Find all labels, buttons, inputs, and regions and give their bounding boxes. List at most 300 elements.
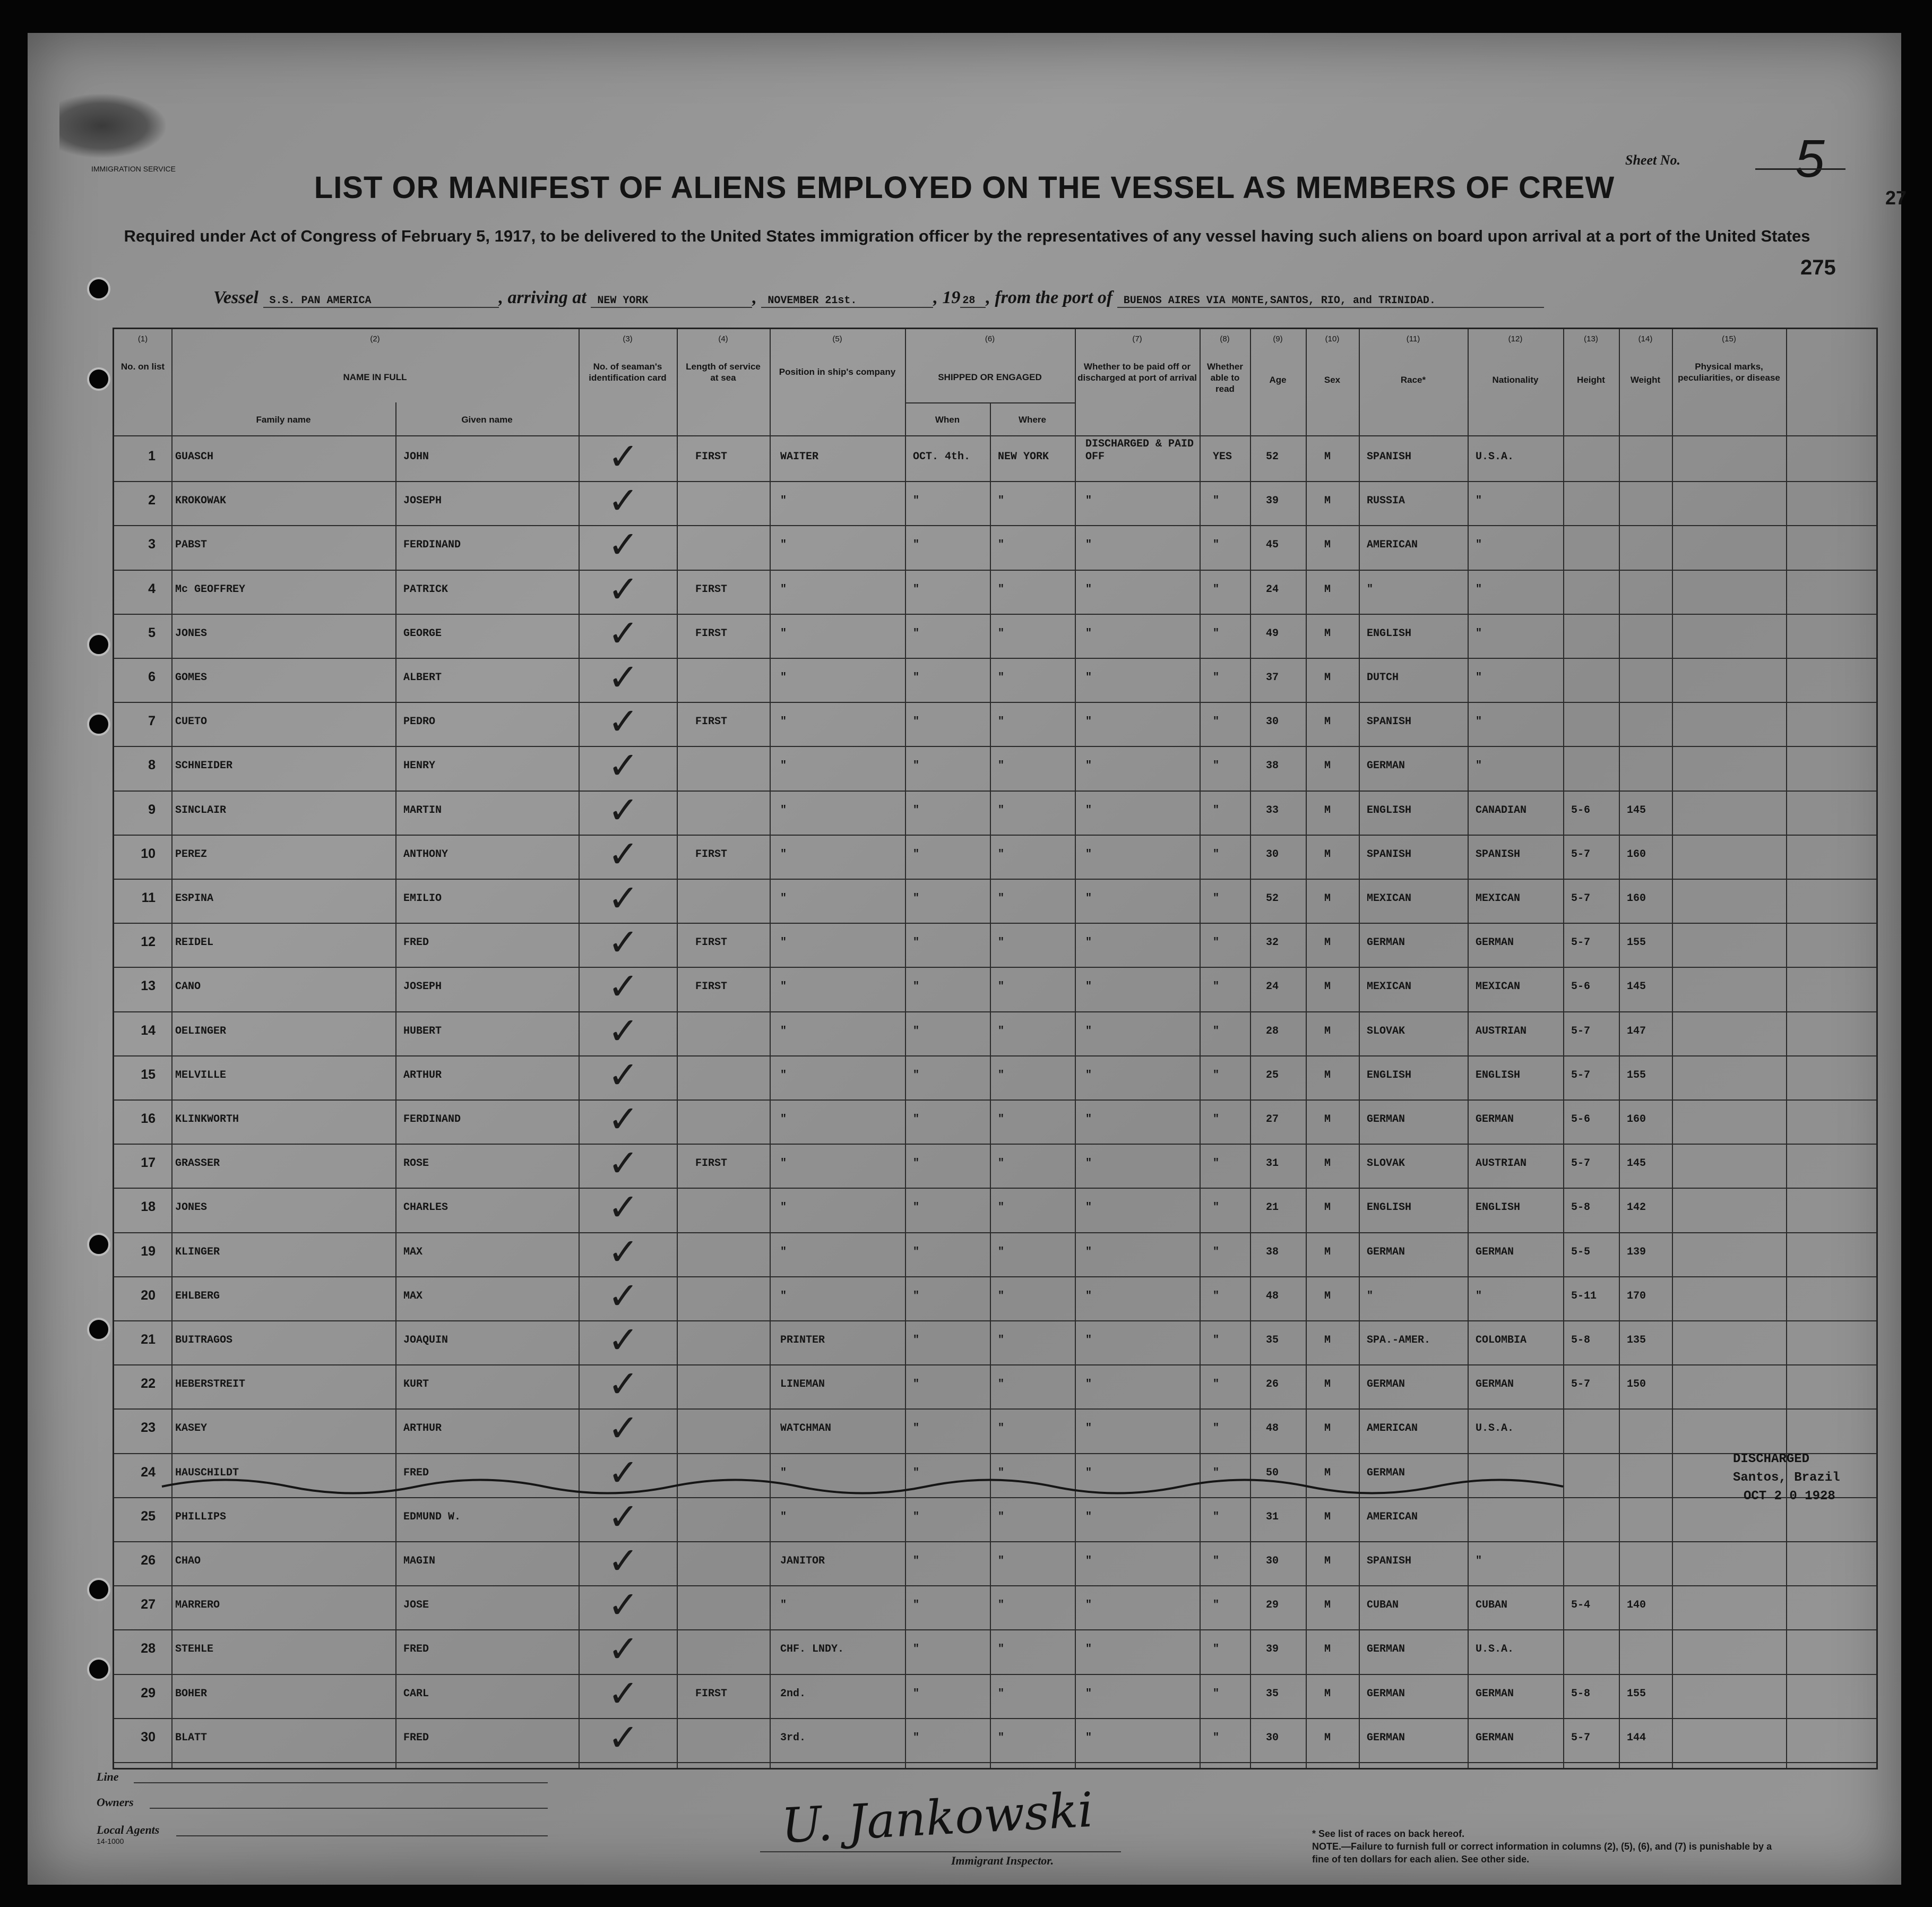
cell-position: WAITER: [780, 451, 819, 463]
cell-age: 52: [1266, 451, 1279, 463]
cell-position: ": [780, 539, 787, 552]
cell-height: 5-8: [1571, 1334, 1591, 1346]
row-divider: [114, 967, 1876, 968]
cell-nat: AUSTRIAN: [1476, 1025, 1527, 1037]
cell-sex: M: [1324, 1334, 1331, 1346]
cell-position: ": [780, 627, 787, 640]
cell-family: HAUSCHILDT: [175, 1466, 239, 1479]
cell-read: ": [1213, 1599, 1220, 1612]
row-divider: [114, 1453, 1876, 1454]
cell-age: 29: [1266, 1599, 1279, 1612]
cell-when: ": [913, 1687, 920, 1700]
cell-when: ": [913, 981, 920, 993]
cell-paid: ": [1085, 1334, 1092, 1346]
note-races: * See list of races on back hereof.: [1312, 1828, 1465, 1839]
cell-nat: CANADIAN: [1476, 804, 1527, 817]
cell-where: ": [998, 1157, 1005, 1170]
col-num: (9): [1273, 334, 1283, 343]
cell-read: ": [1213, 1378, 1220, 1391]
cell-n: 1: [148, 449, 156, 463]
check-mark-icon: ✓: [608, 611, 639, 655]
arriving-label: , arriving at: [498, 288, 586, 307]
cell-position: ": [780, 1510, 787, 1523]
cell-given: HUBERT: [403, 1025, 442, 1037]
col-num: (8): [1220, 334, 1230, 343]
cell-position: ": [780, 716, 787, 728]
cell-age: 30: [1266, 848, 1279, 861]
cell-race: AMERICAN: [1367, 539, 1418, 552]
cell-read: ": [1213, 1466, 1220, 1479]
cell-given: PEDRO: [403, 716, 436, 728]
cell-family: PEREZ: [175, 848, 208, 861]
check-mark-icon: ✓: [608, 1539, 639, 1583]
punch-hole: [87, 1578, 110, 1601]
cell-weight: 155: [1627, 1069, 1646, 1081]
cell-read: ": [1213, 1334, 1220, 1346]
cell-service: FIRST: [695, 451, 728, 463]
cell-sex: M: [1324, 1643, 1331, 1656]
cell-when: ": [913, 1510, 920, 1523]
cell-family: MELVILLE: [175, 1069, 227, 1081]
cell-paid: ": [1085, 1245, 1092, 1258]
from-port: BUENOS AIRES VIA MONTE,SANTOS, RIO, and TRINIDAD.: [1117, 295, 1544, 308]
cell-height: 5-6: [1571, 981, 1591, 993]
check-mark-icon: ✓: [608, 523, 639, 567]
footer-line-rule: [134, 1782, 548, 1783]
cell-given: JOSE: [403, 1599, 429, 1612]
cell-sex: M: [1324, 804, 1331, 817]
row-divider: [114, 923, 1876, 924]
cell-n: 21: [141, 1332, 156, 1347]
punch-hole: [87, 1657, 110, 1681]
cell-race: GERMAN: [1367, 1687, 1405, 1700]
cell-family: KLINKWORTH: [175, 1113, 239, 1126]
cell-age: 26: [1266, 1378, 1279, 1391]
crew-table: [113, 328, 1878, 1769]
cell-read: ": [1213, 583, 1220, 596]
check-mark-icon: ✓: [608, 435, 639, 478]
cell-sex: M: [1324, 981, 1331, 993]
cell-read: ": [1213, 937, 1220, 949]
cell-paid: ": [1085, 760, 1092, 772]
cell-nat: ": [1476, 672, 1482, 684]
punch-hole: [87, 367, 110, 391]
cell-family: GRASSER: [175, 1157, 220, 1170]
cell-read: ": [1213, 804, 1220, 817]
cell-nat: U.S.A.: [1476, 1643, 1514, 1656]
cell-n: 17: [141, 1155, 156, 1171]
cell-paid: ": [1085, 1069, 1092, 1081]
row-divider: [114, 1408, 1876, 1410]
column-divider: [990, 402, 991, 1768]
cell-paid: ": [1085, 1555, 1092, 1567]
cell-where: ": [998, 495, 1005, 508]
cell-paid: ": [1085, 848, 1092, 861]
col-num: (14): [1638, 334, 1653, 343]
cell-family: Mc GEOFFREY: [175, 583, 246, 596]
cell-n: 30: [141, 1729, 156, 1745]
cell-sex: M: [1324, 760, 1331, 772]
cell-n: 7: [148, 714, 156, 729]
header-when: When: [935, 415, 960, 425]
header-given-name: Given name: [461, 415, 513, 425]
cell-where: ": [998, 1731, 1005, 1744]
cell-given: EDMUND W.: [403, 1510, 461, 1523]
cell-read: ": [1213, 848, 1220, 861]
footer-line-label: Line: [97, 1770, 119, 1783]
row-divider: [114, 1099, 1876, 1101]
footer-owners-rule: [150, 1808, 548, 1809]
row-divider: [114, 481, 1876, 482]
cell-race: SPA.-AMER.: [1367, 1334, 1431, 1346]
column-divider: [1200, 329, 1201, 1768]
cell-given: FERDINAND: [403, 1113, 461, 1126]
cell-given: CHARLES: [403, 1201, 448, 1214]
cell-paid: ": [1085, 1113, 1092, 1126]
check-mark-icon: ✓: [608, 744, 639, 788]
row-divider: [114, 791, 1876, 792]
cell-position: WATCHMAN: [780, 1422, 832, 1435]
cell-family: BOHER: [175, 1687, 208, 1700]
cell-race: GERMAN: [1367, 1466, 1405, 1479]
cell-race: MEXICAN: [1367, 892, 1412, 905]
cell-paid: ": [1085, 981, 1092, 993]
cell-n: 4: [148, 581, 156, 596]
cell-weight: 160: [1627, 892, 1646, 905]
cell-paid: ": [1085, 1731, 1092, 1744]
cell-height: 5-7: [1571, 892, 1591, 905]
cell-family: STEHLE: [175, 1643, 214, 1656]
cell-given: FERDINAND: [403, 539, 461, 552]
cell-nat: ": [1476, 583, 1482, 596]
cell-sex: M: [1324, 1422, 1331, 1435]
cell-nat: ": [1476, 1555, 1482, 1567]
cell-race: GERMAN: [1367, 1643, 1405, 1656]
col-num: (13): [1584, 334, 1598, 343]
cell-when: ": [913, 1290, 920, 1302]
row-divider: [114, 835, 1876, 836]
cell-race: ENGLISH: [1367, 804, 1412, 817]
cell-nat: ": [1476, 716, 1482, 728]
cell-when: ": [913, 495, 920, 508]
cell-service: FIRST: [695, 583, 728, 596]
cell-service: FIRST: [695, 981, 728, 993]
cell-nat: COLOMBIA: [1476, 1334, 1527, 1346]
cell-given: MAX: [403, 1245, 423, 1258]
column-divider: [1250, 329, 1251, 1768]
cell-n: 27: [141, 1597, 156, 1612]
cell-n: 25: [141, 1508, 156, 1524]
cell-position: ": [780, 1025, 787, 1037]
cell-when: ": [913, 1113, 920, 1126]
cell-family: BLATT: [175, 1731, 208, 1744]
cell-sex: M: [1324, 1025, 1331, 1037]
page-title: LIST OR MANIFEST OF ALIENS EMPLOYED ON THE VESSEL AS MEMBERS OF CREW: [314, 170, 1615, 205]
check-mark-icon: ✓: [608, 1362, 639, 1406]
cell-age: 31: [1266, 1157, 1279, 1170]
cell-position: JANITOR: [780, 1555, 825, 1567]
header-sex: Sex: [1324, 375, 1341, 385]
punch-hole: [87, 633, 110, 656]
check-mark-icon: ✓: [608, 700, 639, 744]
cell-nat: U.S.A.: [1476, 451, 1514, 463]
cell-read: ": [1213, 892, 1220, 905]
cell-sex: M: [1324, 1378, 1331, 1391]
check-mark-icon: ✓: [608, 1186, 639, 1230]
cell-nat: GERMAN: [1476, 1113, 1514, 1126]
cell-n: 16: [141, 1111, 156, 1126]
cell-race: SLOVAK: [1367, 1157, 1405, 1170]
cell-nat: GERMAN: [1476, 1378, 1514, 1391]
cell-paid: ": [1085, 1157, 1092, 1170]
cell-weight: 150: [1627, 1378, 1646, 1391]
cell-race: GERMAN: [1367, 937, 1405, 949]
cell-read: ": [1213, 1201, 1220, 1214]
cell-race: SPANISH: [1367, 451, 1412, 463]
check-mark-icon: ✓: [608, 656, 639, 699]
cell-race: SPANISH: [1367, 716, 1412, 728]
row-divider: [114, 702, 1876, 703]
cell-service: FIRST: [695, 848, 728, 861]
cell-where: ": [998, 539, 1005, 552]
cell-n: 10: [141, 846, 156, 861]
cell-race: ": [1367, 1290, 1374, 1302]
cell-where: ": [998, 1290, 1005, 1302]
cell-position: ": [780, 1157, 787, 1170]
cell-paid: ": [1085, 937, 1092, 949]
row-divider: [114, 1541, 1876, 1542]
cell-family: KASEY: [175, 1422, 208, 1435]
column-divider: [579, 329, 580, 1768]
cell-sex: M: [1324, 1157, 1331, 1170]
cell-read: ": [1213, 1290, 1220, 1302]
cell-n: 22: [141, 1376, 156, 1391]
column-divider: [1672, 329, 1673, 1768]
cell-age: 52: [1266, 892, 1279, 905]
check-mark-icon: ✓: [608, 1053, 639, 1097]
cell-age: 33: [1266, 804, 1279, 817]
column-divider: [395, 402, 396, 1768]
check-mark-icon: ✓: [608, 567, 639, 611]
cell-age: 30: [1266, 716, 1279, 728]
cell-paid: ": [1085, 892, 1092, 905]
cell-given: FRED: [403, 1731, 429, 1744]
cell-nat: SPANISH: [1476, 848, 1521, 861]
cell-family: HEBERSTREIT: [175, 1378, 246, 1391]
row-divider: [114, 525, 1876, 526]
cell-race: GERMAN: [1367, 1245, 1405, 1258]
column-divider: [770, 329, 771, 1768]
cell-family: JONES: [175, 627, 208, 640]
cell-paid: ": [1085, 716, 1092, 728]
immigration-stamp: [59, 94, 166, 158]
row-divider: [114, 1144, 1876, 1145]
cell-read: ": [1213, 760, 1220, 772]
cell-where: NEW YORK: [998, 451, 1049, 463]
col-num: (15): [1722, 334, 1736, 343]
header-position: Position in ship's company: [779, 367, 896, 377]
row-divider: [114, 1276, 1876, 1277]
cell-sex: M: [1324, 1201, 1331, 1214]
cell-paid: ": [1085, 1510, 1092, 1523]
cell-where: ": [998, 892, 1005, 905]
cell-where: ": [998, 716, 1005, 728]
check-mark-icon: ✓: [608, 1494, 639, 1539]
cell-n: 20: [141, 1287, 156, 1303]
check-mark-icon: ✓: [608, 921, 639, 965]
cell-n: 12: [141, 934, 156, 950]
year-label: , 19: [933, 288, 961, 307]
shipped-divider: [905, 402, 1075, 403]
cell-n: 8: [148, 758, 156, 773]
cell-sex: M: [1324, 451, 1331, 463]
header-physical: Physical marks, peculiarities, or disease: [1678, 362, 1780, 383]
cell-nat: U.S.A.: [1476, 1422, 1514, 1435]
cell-nat: CUBAN: [1476, 1599, 1508, 1612]
footer-agents-label: Local Agents: [97, 1823, 160, 1836]
column-divider: [1468, 329, 1469, 1768]
cell-when: ": [913, 1334, 920, 1346]
cell-position: ": [780, 1113, 787, 1126]
check-mark-icon: ✓: [608, 1097, 639, 1141]
cell-nat: GERMAN: [1476, 1731, 1514, 1744]
cell-race: DUTCH: [1367, 672, 1399, 684]
cell-read: ": [1213, 1643, 1220, 1656]
cell-height: 5-8: [1571, 1201, 1591, 1214]
cell-sex: M: [1324, 1510, 1331, 1523]
row-divider: [114, 570, 1876, 571]
cell-family: SCHNEIDER: [175, 760, 233, 772]
cell-nat: ": [1476, 627, 1482, 640]
strike-line: [162, 1471, 1595, 1502]
cell-nat: GERMAN: [1476, 1687, 1514, 1700]
cell-read: ": [1213, 1245, 1220, 1258]
row-divider: [114, 1674, 1876, 1675]
cell-weight: 160: [1627, 1113, 1646, 1126]
cell-paid: ": [1085, 1599, 1092, 1612]
cell-family: BUITRAGOS: [175, 1334, 233, 1346]
check-mark-icon: ✓: [608, 1715, 639, 1759]
cell-family: CUETO: [175, 716, 208, 728]
cell-race: AMERICAN: [1367, 1510, 1418, 1523]
cell-given: KURT: [403, 1378, 429, 1391]
cell-n: 3: [148, 537, 156, 552]
cell-where: ": [998, 1069, 1005, 1081]
cell-weight: 155: [1627, 1687, 1646, 1700]
cell-paid: ": [1085, 627, 1092, 640]
cell-sex: M: [1324, 495, 1331, 508]
cell-paid: ": [1085, 539, 1092, 552]
cell-position: ": [780, 937, 787, 949]
cell-position: ": [780, 981, 787, 993]
cell-service: FIRST: [695, 627, 728, 640]
cell-n: 26: [141, 1553, 156, 1568]
punch-hole: [87, 1318, 110, 1341]
form-number: 14-1000: [97, 1837, 124, 1845]
cell-age: 30: [1266, 1731, 1279, 1744]
cell-weight: 145: [1627, 981, 1646, 993]
col-num: (3): [623, 334, 633, 343]
cell-weight: 147: [1627, 1025, 1646, 1037]
cell-when: ": [913, 716, 920, 728]
vessel-name: S.S. PAN AMERICA: [263, 295, 499, 308]
cell-family: PABST: [175, 539, 208, 552]
cell-when: ": [913, 804, 920, 817]
cell-weight: 170: [1627, 1290, 1646, 1302]
discharge-line-1: DISCHARGED: [1733, 1452, 1810, 1466]
cell-race: CUBAN: [1367, 1599, 1399, 1612]
cell-read: ": [1213, 1687, 1220, 1700]
cell-nat: GERMAN: [1476, 1245, 1514, 1258]
cell-family: REIDEL: [175, 937, 214, 949]
sheet-no-label: Sheet No.: [1625, 152, 1680, 168]
cell-given: GEORGE: [403, 627, 442, 640]
discharge-line-2: Santos, Brazil: [1733, 1471, 1840, 1485]
cell-sex: M: [1324, 627, 1331, 640]
column-divider: [1306, 329, 1307, 1768]
cell-position: CHF. LNDY.: [780, 1643, 844, 1656]
check-mark-icon: ✓: [608, 788, 639, 832]
cell-given: FRED: [403, 1643, 429, 1656]
footer-agents-rule: [176, 1835, 548, 1836]
arrival-date: NOVEMBER 21st.: [761, 295, 933, 308]
cell-sex: M: [1324, 1290, 1331, 1302]
check-mark-icon: ✓: [608, 1230, 639, 1274]
cell-nat: GERMAN: [1476, 937, 1514, 949]
cell-weight: 144: [1627, 1731, 1646, 1744]
vessel-label: Vessel: [213, 288, 258, 307]
cell-read: ": [1213, 627, 1220, 640]
cell-n: 24: [141, 1464, 156, 1480]
cell-height: 5-4: [1571, 1599, 1591, 1612]
cell-race: SLOVAK: [1367, 1025, 1405, 1037]
stray-number: 27: [1885, 187, 1907, 209]
cell-sex: M: [1324, 1687, 1331, 1700]
punch-hole: [87, 277, 110, 300]
cell-read: YES: [1213, 451, 1232, 463]
cell-age: 35: [1266, 1687, 1279, 1700]
cell-family: KROKOWAK: [175, 495, 227, 508]
cell-when: ": [913, 1378, 920, 1391]
cell-height: 5-7: [1571, 848, 1591, 861]
cell-position: ": [780, 672, 787, 684]
row-divider: [114, 1364, 1876, 1365]
cell-read: ": [1213, 1113, 1220, 1126]
cell-position: 3rd.: [780, 1731, 806, 1744]
cell-given: JOAQUIN: [403, 1334, 448, 1346]
cell-sex: M: [1324, 892, 1331, 905]
row-divider: [114, 1718, 1876, 1719]
row-divider: [114, 879, 1876, 880]
cell-when: ": [913, 848, 920, 861]
cell-family: GUASCH: [175, 451, 214, 463]
header-family-name: Family name: [256, 415, 311, 425]
cell-nat: ENGLISH: [1476, 1069, 1521, 1081]
cell-family: PHILLIPS: [175, 1510, 227, 1523]
cell-where: ": [998, 1201, 1005, 1214]
cell-sex: M: [1324, 539, 1331, 552]
cell-paid: ": [1085, 1201, 1092, 1214]
col-num: (1): [137, 334, 148, 343]
cell-paid: ": [1085, 1025, 1092, 1037]
cell-where: ": [998, 1687, 1005, 1700]
discharge-line-3: OCT 2 0 1928: [1744, 1489, 1835, 1504]
cell-where: ": [998, 1334, 1005, 1346]
header-name-in-full: NAME IN FULL: [343, 372, 407, 382]
cell-paid: ": [1085, 672, 1092, 684]
cell-family: JONES: [175, 1201, 208, 1214]
cell-age: 28: [1266, 1025, 1279, 1037]
